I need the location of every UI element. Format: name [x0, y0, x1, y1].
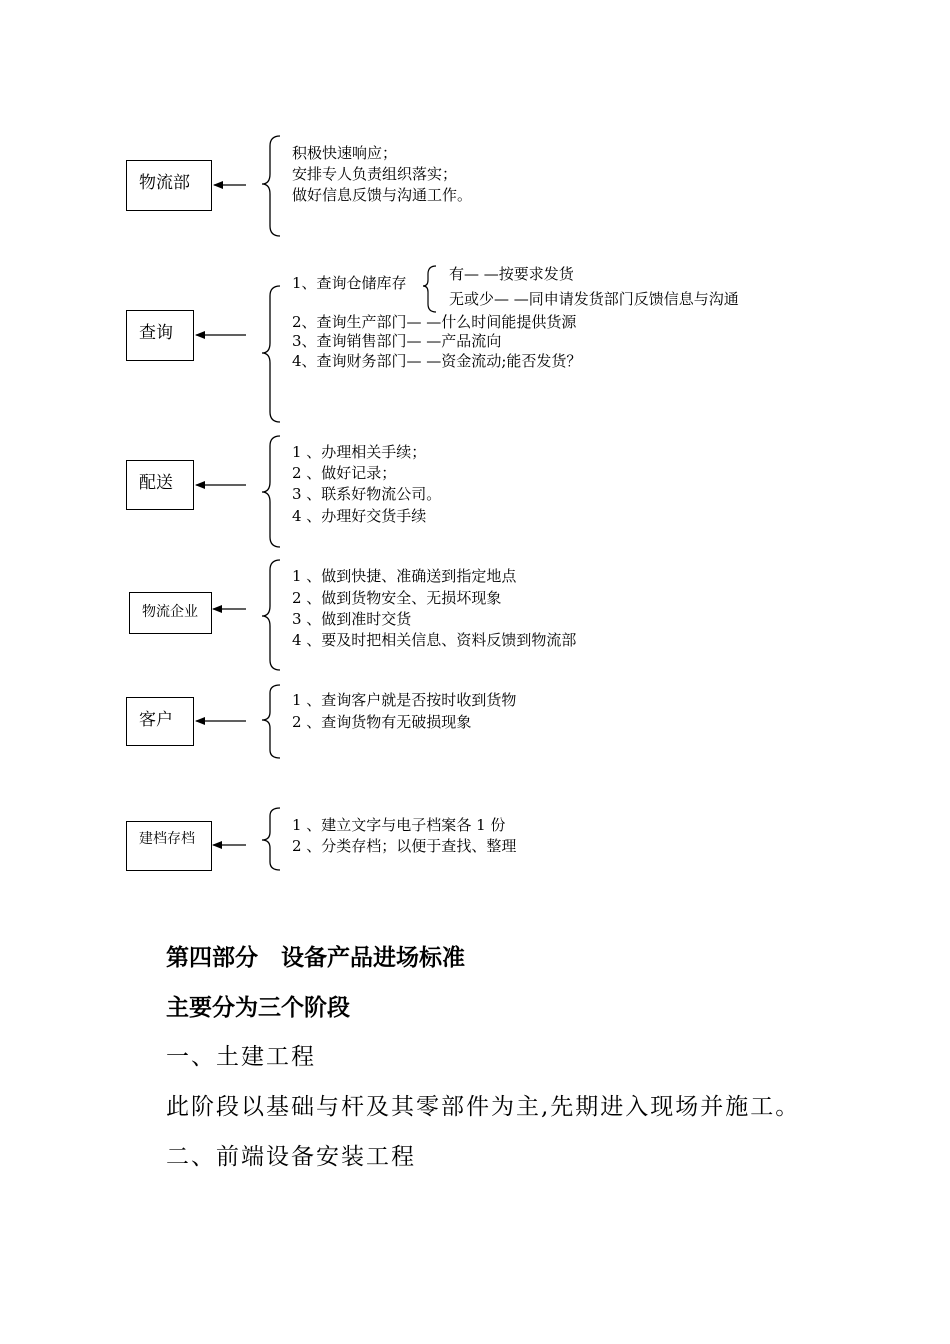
brace	[262, 808, 280, 870]
box-query: 查询	[126, 310, 194, 361]
brace	[262, 560, 280, 670]
list-item: 1 、查询客户就是否按时收到货物	[292, 691, 517, 709]
list-item: 安排专人负责组织落实；	[292, 165, 458, 183]
list-item: 做好信息反馈与沟通工作。	[292, 186, 473, 204]
list-item: 1 、做到快捷、准确送到指定地点	[292, 567, 517, 585]
list-item: 3 、联系好物流公司。	[292, 485, 442, 503]
sub-list-item: 无或少— —同申请发货部门反馈信息与沟通	[449, 290, 739, 308]
paragraph: 此阶段以基础与杆及其零部件为主,先期进入现场并施工。	[166, 1094, 801, 1120]
list-item: 4、查询财务部门— —资金流动;能否发货？	[292, 352, 582, 370]
brace	[262, 136, 280, 236]
sub-brace	[423, 266, 436, 312]
list-item: 2、查询生产部门— —什么时间能提供货源	[292, 313, 577, 331]
paragraph: 一、土建工程	[166, 1044, 316, 1070]
list-item: 4 、要及时把相关信息、资料反馈到物流部	[292, 631, 577, 649]
box-logistics-company: 物流企业	[129, 592, 212, 634]
subheading: 主要分为三个阶段	[166, 994, 350, 1021]
list-item: 2 、做到货物安全、无损坏现象	[292, 589, 502, 607]
box-delivery: 配送	[126, 460, 194, 510]
list-item: 3 、做到准时交货	[292, 610, 412, 628]
list-item: 2 、查询货物有无破损现象	[292, 713, 472, 731]
list-item: 4 、办理好交货手续	[292, 507, 427, 525]
sub-list-item: 有— —按要求发货	[449, 265, 574, 283]
paragraph: 二、前端设备安装工程	[166, 1144, 416, 1170]
brace	[262, 685, 280, 758]
box-logistics-dept: 物流部	[126, 160, 212, 211]
list-item: 1、查询仓储库存	[292, 274, 407, 292]
box-customer: 客户	[126, 697, 194, 746]
list-item: 2 、做好记录；	[292, 464, 397, 482]
list-item: 3、查询销售部门— —产品流向	[292, 332, 502, 350]
section-heading: 第四部分 设备产品进场标准	[166, 944, 465, 971]
list-item: 积极快速响应；	[292, 144, 398, 162]
box-archive: 建档存档	[126, 821, 212, 871]
brace	[262, 436, 280, 547]
list-item: 1 、建立文字与电子档案各 1 份	[292, 816, 506, 834]
list-item: 1 、办理相关手续；	[292, 443, 427, 461]
list-item: 2 、分类存档；以便于查找、整理	[292, 837, 517, 855]
brace	[262, 286, 280, 422]
